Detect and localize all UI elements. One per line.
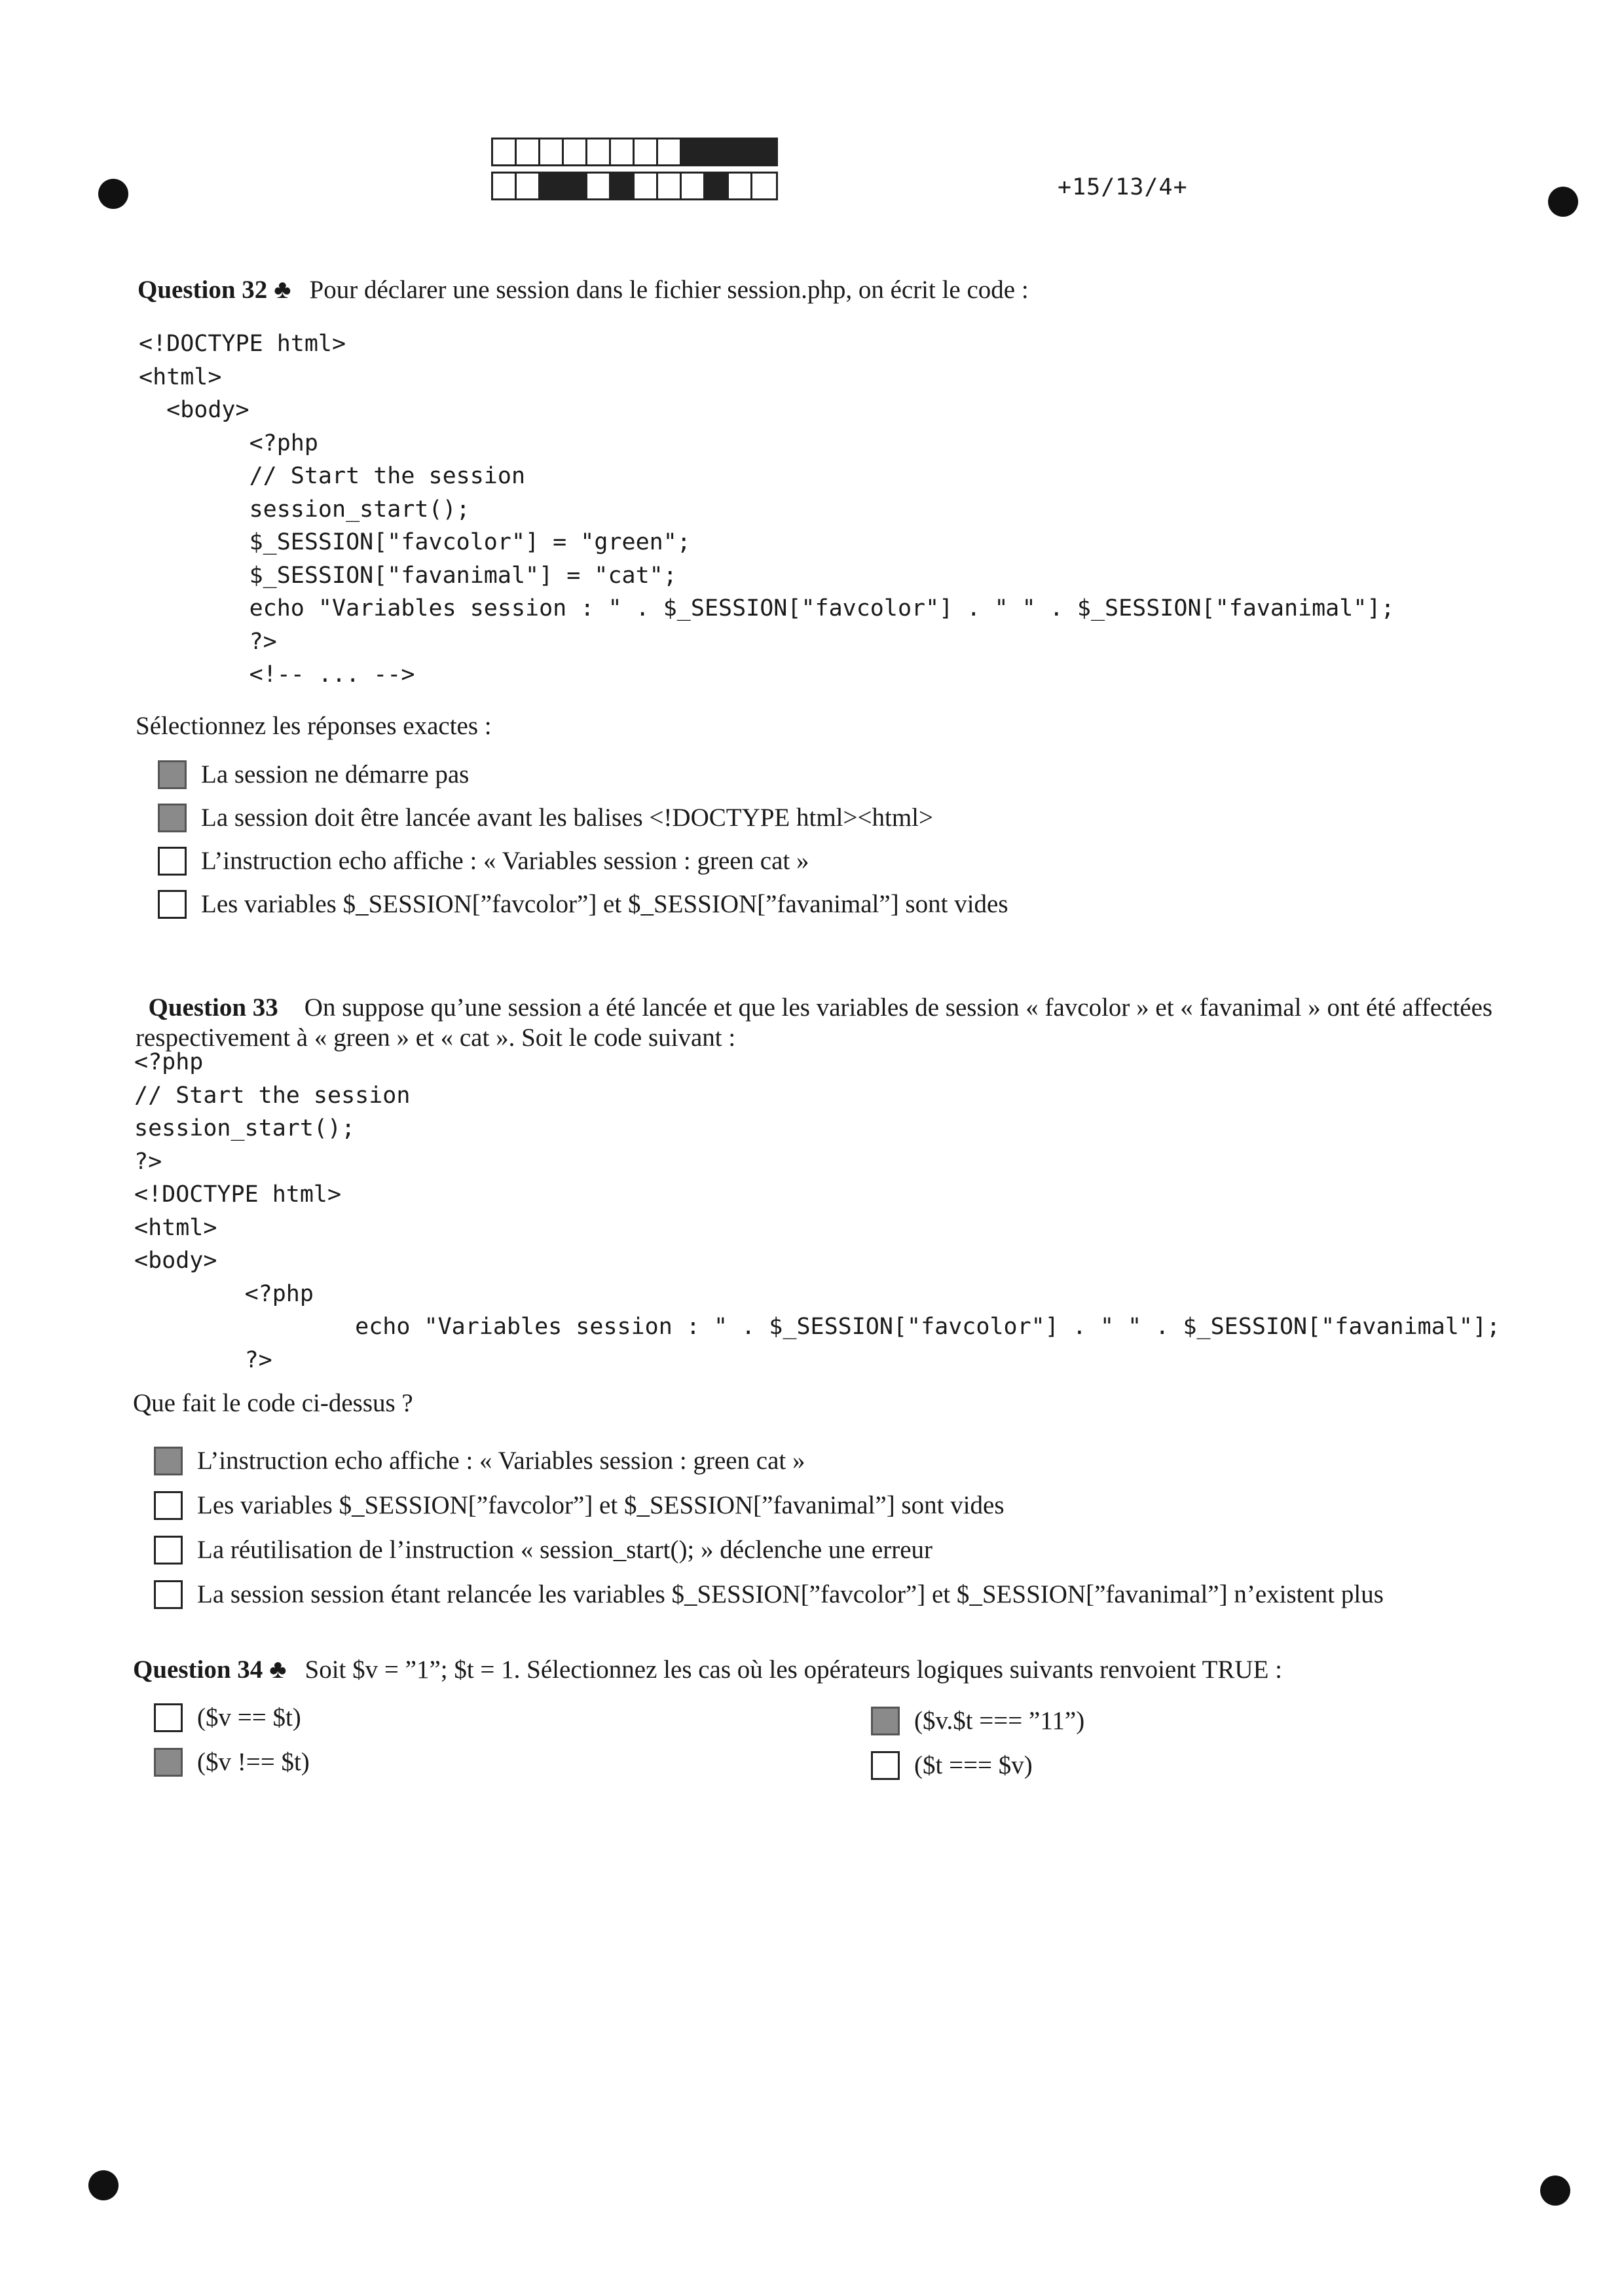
question-text: On suppose qu’une session a été lancée et que les variables de session « favcolor » et « favanimal » ont été affectées respectivement à « green » et « cat ». Soit le code suivant : [136, 993, 1499, 1052]
question-32-code: <!DOCTYPE html> <html> <body> <?php // Start the session session_start(); $_SESSION["favcolor"] = "green"; $_SESSION["favanimal"] = "cat"; echo "Variables session : " . $_SESSION["favcolor"] . " " . $_SESSION["favanimal"]; ?> <!-- ... --> [139, 331, 1395, 688]
barcode-cell [611, 139, 635, 164]
barcode-cell [540, 174, 564, 198]
barcode-cell [635, 174, 658, 198]
barcode-cell [682, 174, 705, 198]
barcode-cell [564, 174, 587, 198]
barcode-bottom [491, 172, 778, 200]
answer-option[interactable] [871, 1750, 1033, 1780]
club-icon: ♣ [269, 1654, 287, 1684]
answer-option[interactable] [154, 1703, 301, 1732]
answer-label: La session ne démarre pas [201, 760, 470, 788]
answer-option[interactable] [154, 1491, 1005, 1520]
barcode-cell [587, 174, 611, 198]
barcode-cell [635, 139, 658, 164]
registration-mark-top-left [98, 179, 128, 209]
answer-label: La réutilisation de l’instruction « session_start(); » déclenche une erreur [197, 1536, 933, 1564]
barcode-cell [587, 139, 611, 164]
barcode-cell [705, 139, 729, 164]
question-label: Question 33 [148, 993, 278, 1022]
barcode-cell [729, 174, 752, 198]
question-text: Soit $v = ”1”; $t = 1. Sélectionnez les cas où les opérateurs logiques suivants renvoient TRUE : [304, 1656, 1283, 1684]
question-32-header [138, 274, 1029, 305]
answer-checkbox[interactable] [158, 760, 187, 789]
question-text: Pour déclarer une session dans le fichier session.php, on écrit le code : [309, 276, 1029, 304]
answer-option[interactable] [154, 1747, 310, 1777]
answer-label: Les variables $_SESSION[”favcolor”] et $_SESSION[”favanimal”] sont vides [197, 1491, 1005, 1519]
barcode-cell [752, 139, 776, 164]
answer-checkbox[interactable] [871, 1707, 900, 1735]
answer-label: L’instruction echo affiche : « Variables session : green cat » [201, 847, 809, 875]
answer-option[interactable] [871, 1706, 1084, 1735]
barcode-cell [658, 139, 682, 164]
question-33-code: <?php // Start the session session_start(); ?> <!DOCTYPE html> <html> <body> <?php echo "Variables session : " . $_SESSION["favcolor"] . " " . $_SESSION["favanimal"]; ?> [134, 1049, 1501, 1373]
barcode-cell [517, 174, 540, 198]
answer-checkbox[interactable] [154, 1447, 183, 1475]
answer-checkbox[interactable] [158, 890, 187, 919]
registration-mark-top-right [1548, 187, 1578, 217]
answer-checkbox[interactable] [154, 1536, 183, 1565]
answer-label: ($v.$t === ”11”) [914, 1707, 1085, 1735]
question-32-prompt: Sélectionnez les réponses exactes : [136, 712, 492, 740]
answer-label: ($v == $t) [197, 1703, 301, 1731]
answer-label: La session session étant relancée les variables $_SESSION[”favcolor”] et $_SESSION[”favanimal”] n’existent plus [197, 1580, 1384, 1608]
question-label: Question 32 [138, 276, 268, 304]
barcode-cell [752, 174, 776, 198]
answer-checkbox[interactable] [158, 804, 187, 832]
barcode-cell [564, 139, 587, 164]
answer-checkbox[interactable] [158, 847, 187, 876]
answer-option[interactable] [158, 760, 469, 789]
answer-checkbox[interactable] [154, 1491, 183, 1520]
answer-option[interactable] [158, 803, 933, 832]
answer-option[interactable] [154, 1580, 1384, 1609]
barcode-cell [705, 174, 729, 198]
answer-checkbox[interactable] [154, 1748, 183, 1777]
barcode-cell [682, 139, 705, 164]
registration-mark-bottom-right [1540, 2176, 1570, 2206]
answer-checkbox[interactable] [154, 1580, 183, 1609]
answer-option[interactable] [158, 846, 809, 876]
barcode-top [491, 138, 778, 166]
question-33-prompt: Que fait le code ci-dessus ? [133, 1389, 413, 1417]
page-id: +15/13/4+ [1058, 174, 1188, 200]
answer-checkbox[interactable] [154, 1703, 183, 1732]
question-label: Question 34 [133, 1656, 263, 1684]
answer-label: ($v !== $t) [197, 1748, 310, 1776]
registration-mark-bottom-left [88, 2170, 119, 2200]
barcode-cell [517, 139, 540, 164]
barcode-cell [658, 174, 682, 198]
answer-option[interactable] [154, 1446, 805, 1475]
question-34-header [133, 1654, 1282, 1684]
barcode-cell [540, 139, 564, 164]
question-33-header [136, 963, 1563, 1053]
club-icon: ♣ [274, 274, 291, 304]
answer-option[interactable] [158, 889, 1008, 919]
barcode-cell [493, 139, 517, 164]
barcode-cell [611, 174, 635, 198]
barcode-cell [493, 174, 517, 198]
answer-label: ($t === $v) [914, 1751, 1033, 1779]
answer-label: La session doit être lancée avant les balises <!DOCTYPE html><html> [201, 804, 933, 832]
answer-label: Les variables $_SESSION[”favcolor”] et $_SESSION[”favanimal”] sont vides [201, 890, 1008, 918]
answer-option[interactable] [154, 1535, 932, 1565]
answer-label: L’instruction echo affiche : « Variables session : green cat » [197, 1447, 805, 1475]
answer-checkbox[interactable] [871, 1751, 900, 1780]
barcode-cell [729, 139, 752, 164]
